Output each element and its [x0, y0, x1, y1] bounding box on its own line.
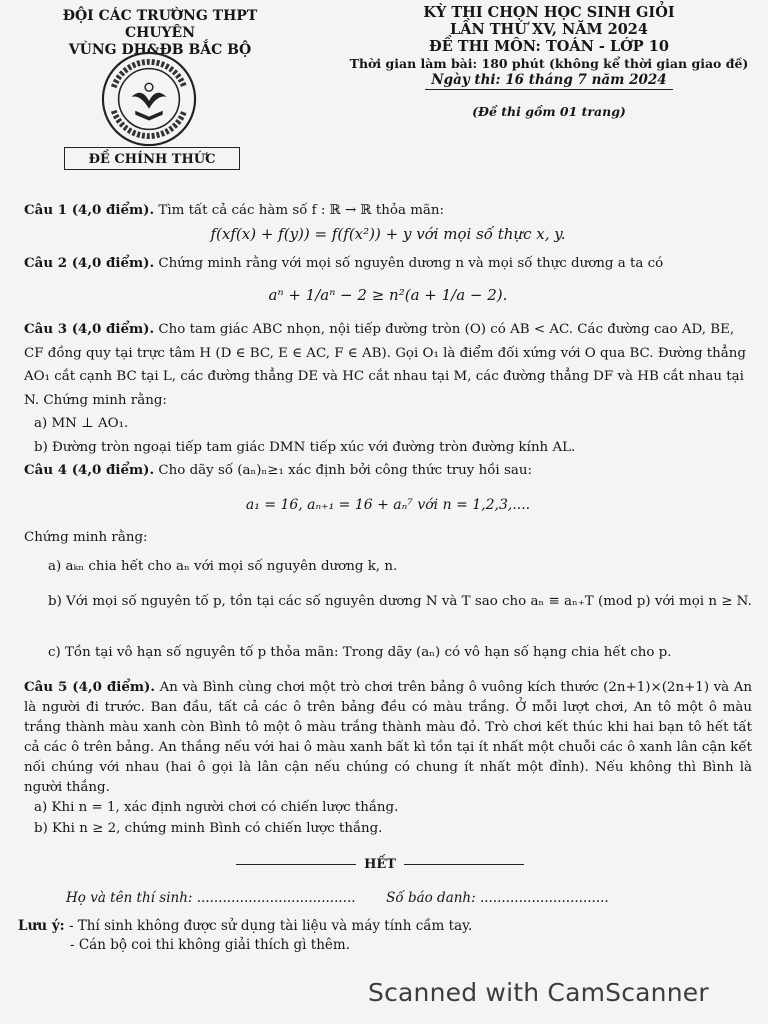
end-rule-left — [236, 864, 356, 865]
question-4-label: Câu 4 (4,0 điểm). — [24, 462, 155, 478]
exam-subject: ĐỀ THI MÔN: TOÁN - LỚP 10 — [429, 38, 669, 55]
note-label: Lưu ý: — [18, 918, 65, 934]
question-2-formula: aⁿ + 1/aⁿ − 2 ≥ n²(a + 1/a − 2). — [268, 286, 508, 304]
question-1-formula: f(xf(x) + f(y)) = f(f(x²)) + y với mọi số thực x, y. — [210, 225, 566, 243]
question-1-label: Câu 1 (4,0 điểm). — [24, 202, 155, 218]
question-2-label: Câu 2 (4,0 điểm). — [24, 255, 155, 271]
question-1 — [24, 201, 752, 220]
question-3-label: Câu 3 (4,0 điểm). — [24, 321, 155, 337]
question-3 — [24, 318, 752, 412]
question-2 — [24, 254, 752, 273]
notes — [18, 917, 738, 955]
question-4-part-b: b) Với mọi số nguyên tố p, tồn tại các số nguyên dương N và T sao cho aₙ ≡ aₙ₊T (mod p) với mọi n ≥ N. — [48, 594, 752, 609]
end-marker — [228, 857, 532, 872]
scanner-watermark: Scanned with CamScanner — [368, 978, 709, 1007]
exam-title: KỲ THI CHỌN HỌC SINH GIỎI — [423, 4, 675, 21]
question-5-part-a: a) Khi n = 1, xác định người chơi có chiến lược thắng. — [34, 800, 399, 815]
question-3-part-b: b) Đường tròn ngoại tiếp tam giác DMN tiếp xúc với đường tròn đường kính AL. — [34, 440, 576, 455]
note-1: - Thí sinh không được sử dụng tài liệu và máy tính cầm tay. — [68, 918, 473, 934]
question-2-text: Chứng minh rằng với mọi số nguyên dương n và mọi số thực dương a ta có — [158, 256, 664, 271]
end-text: HẾT — [364, 857, 396, 872]
question-4-prove: Chứng minh rằng: — [24, 530, 148, 545]
question-3-text: Cho tam giác ABC nhọn, nội tiếp đường tròn (O) có AB < AC. Các đường cao AD, BE, CF đồng quy tại trực tâm H (D ∈ BC, E ∈ AC, F ∈ AB). Gọi O₁ là điểm đối xứng với O qua BC. Đường thẳng AO₁ cắt cạnh BC tại L, các đường thẳng DE và HC cắt nhau tại M, các đường thẳng DF và HB cắt nhau tại N. Chứng minh rằng: — [24, 322, 746, 408]
candidate-name-field: Họ và tên thí sinh: ..................................... — [66, 890, 356, 906]
school-line-2: VÙNG DH&ĐB BẮC BỘ — [68, 42, 252, 58]
question-3-part-a: a) MN ⊥ AO₁. — [34, 416, 129, 431]
exam-date: Ngày thi: 16 tháng 7 năm 2024 — [425, 72, 672, 90]
candidate-number-field: Số báo danh: .............................. — [386, 890, 609, 906]
official-label: ĐỀ CHÍNH THỨC — [64, 147, 240, 170]
exam-duration: Thời gian làm bài: 180 phút (không kể thời gian giao đề) — [349, 56, 749, 71]
exam-edition: LẦN THỨ XV, NĂM 2024 — [450, 21, 648, 38]
candidate-info — [66, 890, 746, 906]
question-1-text: Tìm tất cả các hàm số f : ℝ → ℝ thỏa mãn: — [158, 203, 445, 218]
question-5-text: An và Bình cùng chơi một trò chơi trên bảng ô vuông kích thước (2n+1)×(2n+1) và An là người đi trước. Ban đầu, tất cả các ô trên bảng đều có màu trắng. Ở mỗi lượt chơi, An tô một ô màu trắng thành màu xanh còn Bình tô một ô màu trắng thành màu đỏ. Trò chơi kết thúc khi hai bạn tô hết tất cả các ô trên bảng. An thắng nếu với hai ô màu xanh bất kì tồn tại ít nhất một chuỗi các ô xanh lân cận kết nối chúng với nhau (hai ô gọi là lân cận nếu chúng có chung ít nhất một đỉnh). Nếu không thì Bình là người thắng. — [24, 680, 752, 795]
exam-header — [330, 4, 768, 120]
question-4-text: Cho dãy số (aₙ)ₙ≥₁ xác định bởi công thức truy hồi sau: — [158, 463, 532, 478]
school-logo-icon — [100, 50, 198, 148]
question-4-formula: a₁ = 16, aₙ₊₁ = 16 + aₙ⁷ với n = 1,2,3,.... — [245, 497, 531, 513]
school-line-1: ĐỘI CÁC TRƯỜNG THPT CHUYÊN — [62, 8, 258, 41]
end-rule-right — [404, 864, 524, 865]
question-4-part-c: c) Tồn tại vô hạn số nguyên tố p thỏa mãn: Trong dãy (aₙ) có vô hạn số hạng chia hết cho p. — [48, 645, 672, 660]
question-4-part-a: a) aₖₙ chia hết cho aₙ với mọi số nguyên dương k, n. — [48, 559, 398, 574]
exam-page-count: (Đề thi gồm 01 trang) — [472, 104, 626, 119]
question-5 — [24, 677, 752, 798]
question-5-label: Câu 5 (4,0 điểm). — [24, 679, 156, 695]
note-2: - Cán bộ coi thi không giải thích gì thêm. — [70, 937, 350, 953]
question-4 — [24, 461, 752, 480]
question-5-part-b: b) Khi n ≥ 2, chứng minh Bình có chiến lược thắng. — [34, 821, 383, 836]
